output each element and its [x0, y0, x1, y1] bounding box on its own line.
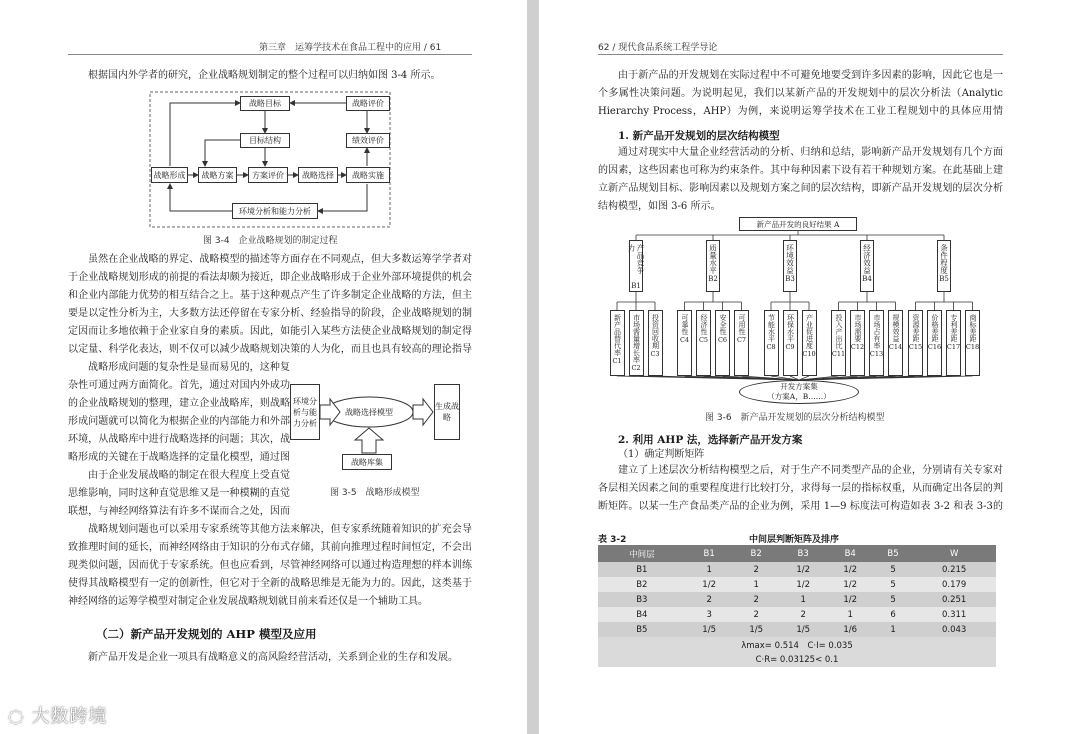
indicator-label: 可用性 [738, 314, 746, 335]
indicator-code: C4 [679, 336, 690, 344]
indicator-code: C18 [965, 343, 980, 351]
box-performance-evaluation: 绩效评价 [346, 133, 390, 148]
criterion-code: B1 [631, 282, 641, 290]
table-cell: 1 [686, 562, 733, 577]
criterion-label: 条件程度 [939, 244, 949, 274]
lambda-ci-values: λmax= 0.514 C·I= 0.035 [598, 637, 996, 652]
indicator-code: C1 [612, 357, 622, 365]
right-page-header: 62 / 现代食品系统工程学导论 [598, 43, 718, 53]
table-row [598, 562, 996, 577]
table-cell: 6 [874, 607, 913, 622]
indicator-code: C12 [850, 343, 865, 351]
indicator-label: 商标差距 [969, 314, 977, 342]
left-page-header: 第三章 运筹学技术在食品工程中的应用 / 61 [259, 43, 442, 53]
plan-set-label: 开发方案集 [780, 382, 818, 391]
box-strategy-evaluation: 战略评价 [346, 96, 390, 111]
box-target-structure: 目标结构 [240, 133, 290, 148]
indicator-c4 [677, 310, 692, 376]
indicator-code: C8 [766, 343, 776, 351]
indicator-label: 产业促进度 [805, 314, 814, 349]
indicator-c12 [850, 310, 865, 376]
box-strategy-selection: 战略选择 [298, 167, 338, 183]
table-header-5: B5 [874, 545, 913, 562]
right-paragraph-2: 通过对现实中大量企业经营活动的分析、归纳和总结，影响新产品开发规划有几个方面的因素，这些因素也可称为约束条件。其中每种因素下设有若干种规划方案。在此基础上建立新产品规划目标、影响因素以及规划方案之间的层次结构，即新产品开发规划的层次分析结构模型，如图 3-6 所示。 [598, 147, 1003, 212]
criterion-label: 产品竞争力 [627, 244, 645, 274]
table-cell: 2 [733, 607, 780, 622]
table-header-0: 中间层 [598, 545, 686, 562]
indicator-c17 [946, 310, 961, 376]
indicator-label: 投资回收期 [651, 314, 660, 349]
table-cell: B4 [598, 607, 686, 622]
table-row [598, 577, 996, 592]
figure-3-6-caption: 图 3-6 新产品开发规划的层次分析结构模型 [705, 413, 885, 423]
indicator-code: C5 [698, 336, 709, 344]
table-cell: B1 [598, 562, 686, 577]
page-gutter [527, 0, 539, 734]
right-paragraph-3: 建立了上述层次分析结构模型之后，对于生产不同类型产品的企业，分别请有关专家对各层相关因素之间的重要程度进行比较打分，求得每一层的指标权重，从而确定出各层的判断矩阵。以某一生产食品类产品的企业为例，采用 1—9 标度法可构造如表 3-2 和表 3-3的 [598, 465, 1003, 512]
table-cell: 5 [874, 577, 913, 592]
table-cell: 1/2 [827, 577, 874, 592]
criterion-b4 [860, 240, 874, 292]
indicator-c1 [610, 310, 625, 376]
subheading-1: 1. 新产品开发规划的层次结构模型 [618, 130, 780, 142]
indicator-c7 [734, 310, 749, 376]
box-plan-evaluation: 方案评价 [248, 167, 288, 183]
indicator-label: 专利差距 [950, 314, 958, 342]
indicator-c2 [629, 310, 644, 376]
indicator-code: C13 [869, 350, 884, 358]
indicator-code: C7 [736, 336, 747, 344]
indicator-label: 市场需量增长率 [632, 314, 641, 363]
table-cell: 1/2 [780, 562, 827, 577]
table-cell: 1/5 [733, 622, 780, 637]
indicator-c14 [888, 310, 903, 376]
table-cell: 1/2 [827, 592, 874, 607]
indicator-label: 价格差距 [931, 314, 939, 342]
table-footer-row [598, 652, 996, 667]
table-cell: 3 [686, 607, 733, 622]
table-cell: 2 [780, 607, 827, 622]
ellipse-plan-set [739, 380, 859, 404]
table-cell: 2 [686, 592, 733, 607]
criterion-b5 [937, 240, 951, 292]
table-row [598, 592, 996, 607]
box-strategy-implementation: 战略实施 [346, 167, 390, 183]
box-environment-analysis: 环境分析和能力分析 [232, 203, 318, 219]
paragraph-4: 新产品开发是企业一项具有战略意义的高风险经营活动，关系到企业的生存和发展。 [88, 652, 458, 663]
table-cell: 1/5 [686, 622, 733, 637]
box-environment-capability: 环境分析与能力分析 [290, 384, 320, 440]
right-paragraph-1: 由于新产品的开发规划在实际过程中不可避免地要受到许多因素的影响，因此它也是一个多属性决策问题。为说明起见，我们以某新产品的开发规划中的层次分析法（Analytic Hierarchy Process，AHP）为例，来说明运筹学技术在工业工程规划中的具体应用情 [598, 70, 1003, 117]
indicator-label: 新产品替代率 [613, 314, 622, 356]
indicator-c13 [869, 310, 884, 376]
table-footer-row [598, 637, 996, 652]
table-row [598, 622, 996, 637]
box-strategy-library: 战略库集 [342, 454, 392, 470]
ellipse-selection-model: 战略选择模型 [345, 407, 393, 417]
criterion-code: B5 [939, 275, 949, 283]
paragraph-3: 战略规划问题也可以采用专家系统等其他方法来解决，但专家系统随着知识的扩充会导致推理时间的延长，而神经网络由于知识的分布式存储，其前向推理过程时间恒定，不会出现类似问题，因而优于专家系统。但也应看到，尽管神经网络可以通过构造理想的样本训练使得其战略模型有一定的创新性，但它对于全新的战略思维是无能为力的。因此，这类基于神经网络的运筹学模型对制定企业发展战略规划就目前来看还仅是一个辅助工具。 [68, 524, 472, 607]
cr-value: C·R= 0.03125< 0.1 [598, 652, 996, 667]
table-title: 中间层判断矩阵及排序 [749, 535, 840, 545]
indicator-label: 市场占有率 [873, 314, 881, 349]
indicator-c8 [764, 310, 779, 376]
indicator-label: 规模效益 [892, 314, 900, 342]
table-cell: 1/2 [827, 562, 874, 577]
table-cell: 0.215 [912, 562, 996, 577]
table-cell: 1/2 [780, 577, 827, 592]
indicator-label: 经济性 [700, 314, 708, 335]
indicator-label: 安全性 [719, 314, 727, 335]
box-strategic-goal: 战略目标 [240, 96, 290, 111]
criterion-label: 环境效益 [785, 244, 795, 274]
indicator-code: C2 [631, 364, 641, 372]
indicator-label: 环保水平 [786, 314, 795, 342]
judgment-matrix-table [598, 545, 996, 667]
table-header-6: W [912, 545, 996, 562]
criterion-label: 经济效益 [862, 244, 872, 274]
box-generate-strategy: 生成战略 [434, 384, 460, 440]
table-row [598, 607, 996, 622]
paragraph-1: 虽然在企业战略的界定、战略模型的描述等方面存在不同观点，但大多数运筹学学者对于企业战略规划形成的前提的看法却颇为接近，即企业战略形成于企业外部环境提供的机会和企业内部能力优势的相互结合之上。基于这种观点产生了许多制定企业战略的方法，但主要是以定性分析为主，大多数方法还停留在专家分析、经验指导的阶段，企业战略规划的制定因而让多地依赖于企业家自身的素质。因此，如能引入某些方法使企业战略规划的制定得以定量、科学化表达，则不仅可以减少战略规划决策的人为化，而且也具有较高的理论指导 [68, 254, 472, 355]
table-cell: 1 [780, 592, 827, 607]
table-cell: B2 [598, 577, 686, 592]
indicator-c16 [927, 310, 942, 376]
table-label: 表 3-2 [598, 535, 627, 545]
section-heading: （二）新产品开发规划的 AHP 模型及应用 [96, 627, 317, 641]
watermark: ◌ 大数跨境 [8, 706, 108, 727]
figure-3-5-caption: 图 3-5 战略形成模型 [330, 488, 420, 498]
subheading-2: 2. 利用 AHP 法，选择新产品开发方案 [618, 434, 803, 446]
subheading-2a: （1）确定判断矩阵 [618, 449, 705, 460]
indicator-c3 [648, 310, 663, 376]
indicator-code: C15 [908, 343, 923, 351]
table-cell: 1 [827, 607, 874, 622]
criterion-code: B3 [785, 275, 795, 283]
table-cell: 0.043 [912, 622, 996, 637]
intro-paragraph: 根据国内外学者的研究，企业战略规划制定的整个过程可以归纳如图 3-4 所示。 [88, 70, 441, 81]
table-header-row [598, 545, 996, 562]
indicator-code: C17 [946, 343, 961, 351]
table-cell: 0.251 [912, 592, 996, 607]
table-cell: 1 [874, 622, 913, 637]
table-header-4: B4 [827, 545, 874, 562]
indicator-c10 [802, 310, 817, 376]
box-strategy-formation: 战略形成 [151, 167, 188, 183]
table-header-2: B2 [733, 545, 780, 562]
indicator-code: C9 [785, 343, 795, 351]
table-cell: B5 [598, 622, 686, 637]
table-cell: 2 [733, 592, 780, 607]
indicator-code: C16 [927, 343, 942, 351]
table-cell: B3 [598, 592, 686, 607]
paragraph-2b: 由于企业发展战略的制定在很大程度上受直觉思维影响，同时这种直觉思维又是一种模糊的直觉联想，与神经网络算法有许多不谋而合之处，因而 [68, 470, 290, 517]
table-cell: 1/6 [827, 622, 874, 637]
indicator-code: C11 [831, 350, 846, 358]
table-cell: 5 [874, 562, 913, 577]
indicator-label: 投入产出比 [835, 314, 843, 349]
indicator-c6 [715, 310, 730, 376]
indicator-c11 [831, 310, 846, 376]
table-cell: 0.179 [912, 577, 996, 592]
indicator-c15 [908, 310, 923, 376]
criterion-code: B2 [708, 275, 718, 283]
table-cell: 1/5 [780, 622, 827, 637]
watermark-logo-icon: ◌ [8, 706, 32, 727]
table-header-3: B3 [780, 545, 827, 562]
indicator-code: C6 [717, 336, 728, 344]
indicator-code: C10 [802, 350, 816, 358]
plan-set-sub: （方案A，B……） [767, 392, 831, 401]
table-cell: 2 [733, 562, 780, 577]
indicator-code: C3 [650, 350, 660, 358]
left-page [0, 0, 527, 734]
table-cell: 1/2 [686, 577, 733, 592]
criterion-b2 [706, 240, 720, 292]
criterion-label: 质量水平 [708, 244, 718, 274]
criterion-b3 [783, 240, 797, 292]
criterion-b1 [629, 240, 643, 292]
indicator-label: 市场需要 [854, 314, 862, 342]
paragraph-2a: 战略形成问题的复杂性是显而易见的，这种复杂性可通过两方面简化。首先，通过对国内外成功的企业战略规划的整理，建立企业战略库，则战略形成问题就可以简化为根据企业的内部能力和外部环境，从战略库中进行战略选择的问题；其次，战略形成的关键在于战略选择的定量化模型，通过图 [68, 362, 290, 463]
right-page [539, 0, 1065, 734]
table-cell: 1 [733, 577, 780, 592]
indicator-c18 [965, 310, 980, 376]
figure-3-4-caption: 图 3-4 企业战略规划的制定过程 [203, 236, 338, 246]
table-cell: 0.311 [912, 607, 996, 622]
box-strategy-plan: 战略方案 [198, 167, 237, 183]
table-header-1: B1 [686, 545, 733, 562]
box-goal-a: 新产品开发的良好结果 A [739, 217, 857, 231]
indicator-c5 [696, 310, 711, 376]
criterion-code: B4 [862, 275, 872, 283]
table-cell: 5 [874, 592, 913, 607]
indicator-c9 [783, 310, 798, 376]
indicator-label: 资源差距 [912, 314, 920, 342]
indicator-label: 可靠性 [681, 314, 689, 335]
indicator-code: C14 [888, 343, 903, 351]
indicator-label: 节能水平 [767, 314, 776, 342]
